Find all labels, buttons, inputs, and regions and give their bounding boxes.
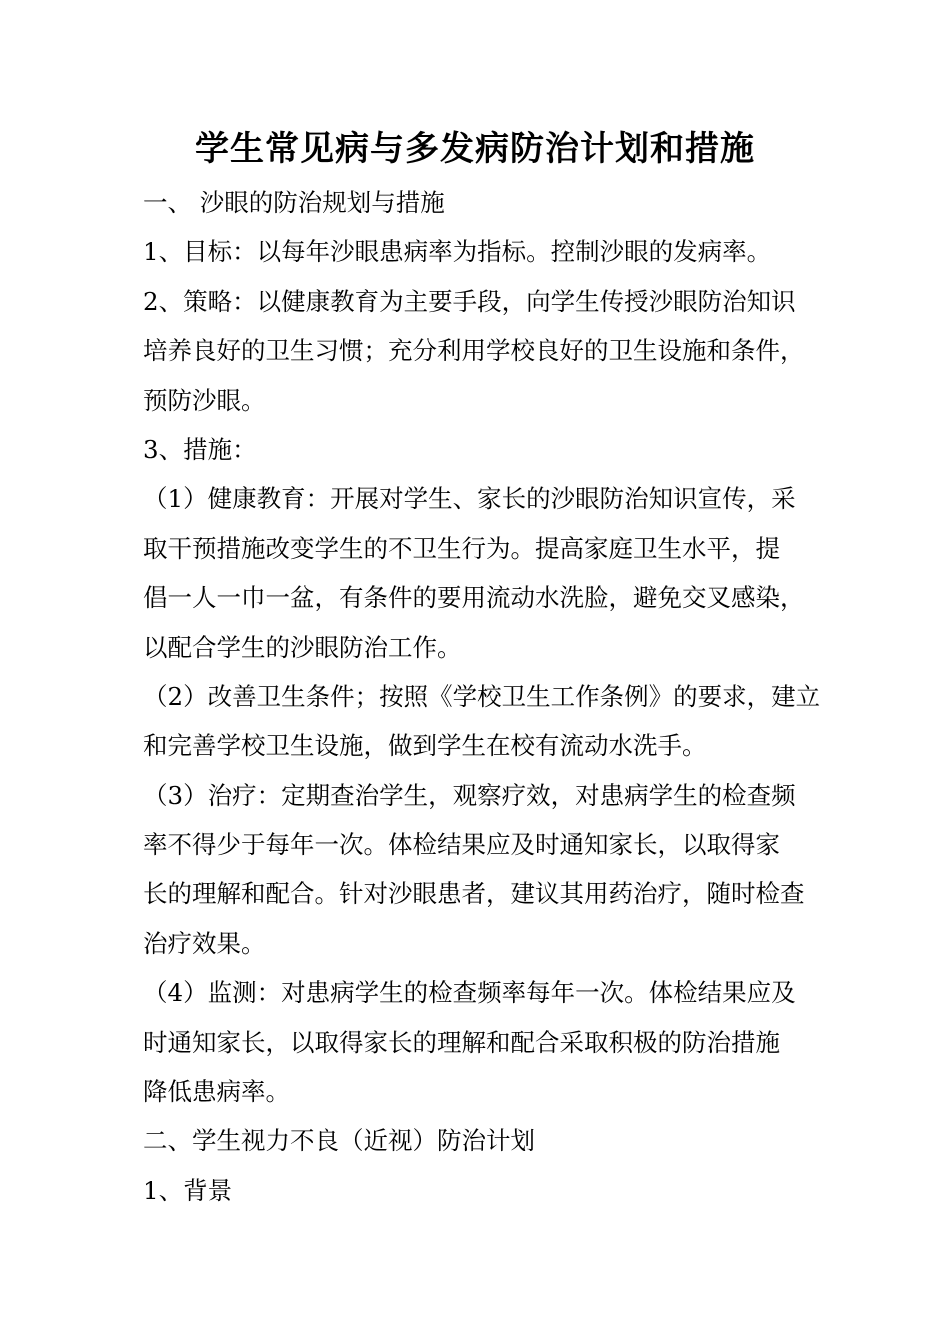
paragraph-line: （1）健康教育：开展对学生、家长的沙眼防治知识宣传，采 xyxy=(143,484,796,514)
paragraph-line: 倡一人一巾一盆，有条件的要用流动水洗脸，避免交叉感染， xyxy=(143,583,805,613)
paragraph-line: 降低患病率。 xyxy=(143,1077,290,1107)
document-title: 学生常见病与多发病防治计划和措施 xyxy=(195,129,755,169)
paragraph-line: 时通知家长，以取得家长的理解和配合采取积极的防治措施 xyxy=(143,1027,780,1057)
paragraph-line: 率不得少于每年一次。体检结果应及时通知家长，以取得家 xyxy=(143,830,780,860)
section-heading-myopia: 二、学生视力不良（近视）防治计划 xyxy=(143,1126,535,1156)
paragraph-line: （3）治疗：定期查治学生，观察疗效，对患病学生的检查频 xyxy=(143,780,796,810)
paragraph-line: 长的理解和配合。针对沙眼患者，建议其用药治疗，随时检查 xyxy=(143,879,805,909)
paragraph-line: 1、背景 xyxy=(143,1175,233,1205)
paragraph-line: 预防沙眼。 xyxy=(143,385,266,415)
paragraph-line: 3、措施： xyxy=(143,434,257,464)
section-heading-trachoma: 一、 沙眼的防治规划与措施 xyxy=(143,188,445,217)
paragraph-line: 培养良好的卫生习惯；充分利用学校良好的卫生设施和条件， xyxy=(143,336,805,366)
paragraph-line: （4）监测：对患病学生的检查频率每年一次。体检结果应及 xyxy=(143,978,796,1008)
paragraph-line: 以配合学生的沙眼防治工作。 xyxy=(143,632,462,662)
paragraph-line: 治疗效果。 xyxy=(143,928,266,958)
paragraph-line: 取干预措施改变学生的不卫生行为。提高家庭卫生水平，提 xyxy=(143,533,780,563)
paragraph-line: 2、策略：以健康教育为主要手段，向学生传授沙眼防治知识 xyxy=(143,286,796,316)
paragraph-line: 1、目标：以每年沙眼患病率为指标。控制沙眼的发病率。 xyxy=(143,237,772,267)
paragraph-line: （2）改善卫生条件；按照《学校卫生工作条例》的要求，建立 xyxy=(143,681,821,711)
paragraph-line: 和完善学校卫生设施，做到学生在校有流动水洗手。 xyxy=(143,731,707,761)
document-body xyxy=(143,178,821,1215)
